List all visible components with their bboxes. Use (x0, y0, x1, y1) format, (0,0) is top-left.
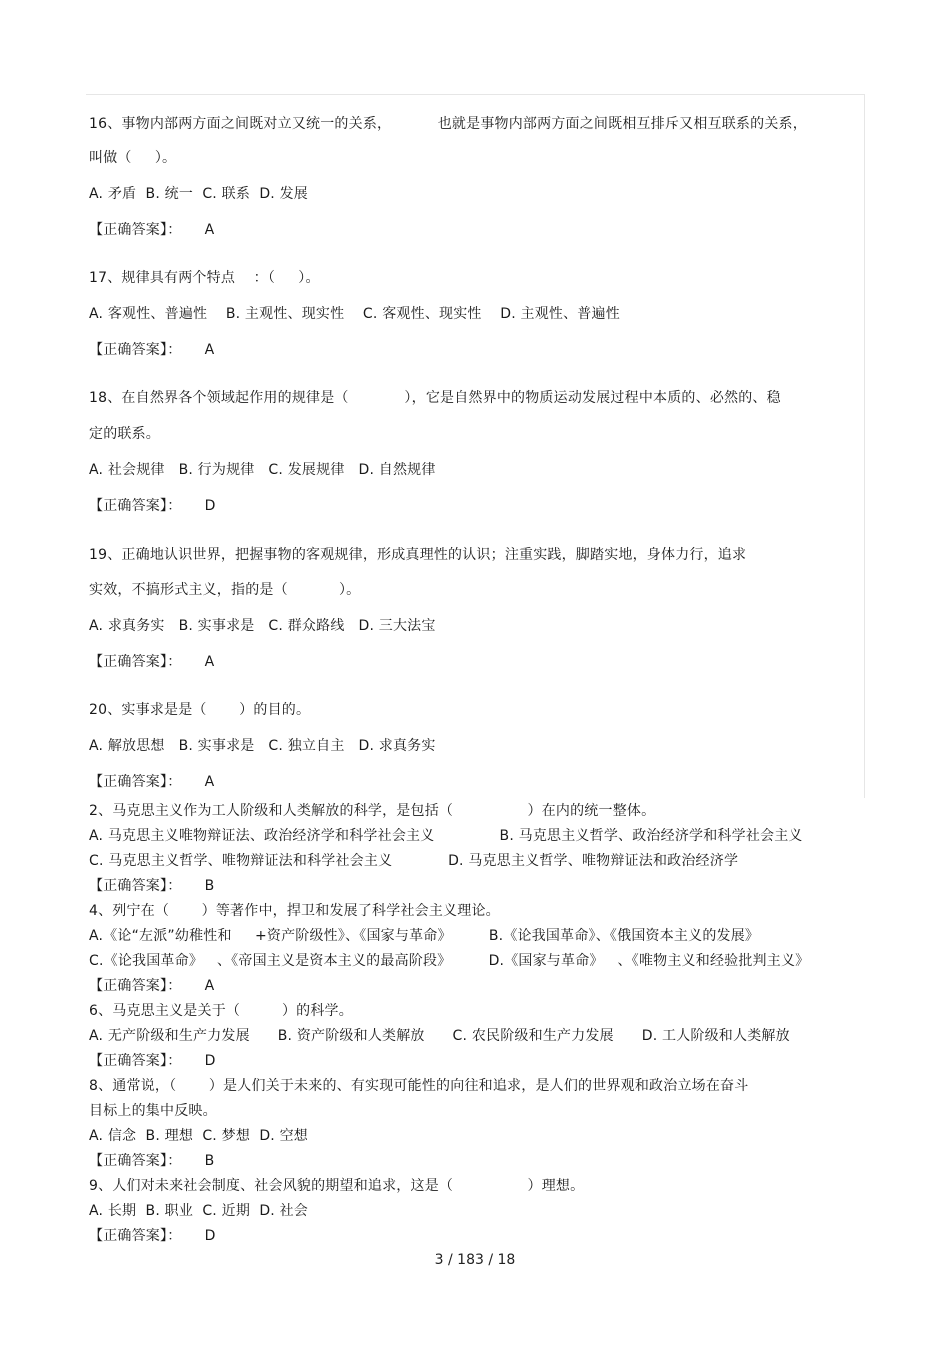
question-17-options: A. 客观性、普遍性 B. 主观性、现实性 C. 客观性、现实性 D. 主观性、普遍性 (89, 306, 620, 322)
question-18-text: 18、在自然界各个领域起作用的规律是（ ），它是自然界中的物质运动发展过程中本质的、必然的、稳 (89, 390, 781, 406)
question-16-answer: 【正确答案】： A (89, 222, 215, 238)
page-number: 3 / 183 / 18 (434, 1252, 516, 1268)
question-6-text: 6、马克思主义是关于（ ）的科学。 (89, 1003, 353, 1019)
question-19-options: A. 求真务实 B. 实事求是 C. 群众路线 D. 三大法宝 (89, 618, 436, 634)
question-17-answer: 【正确答案】： A (89, 342, 215, 358)
question-8-answer: 【正确答案】： B (89, 1153, 215, 1169)
question-8-options: A. 信念 B. 理想 C. 梦想 D. 空想 (89, 1128, 308, 1144)
question-4-text: 4、列宁在（ ）等著作中，捍卫和发展了科学社会主义理论。 (89, 903, 500, 919)
question-19-text: 19、正确地认识世界，把握事物的客观规律，形成真理性的认识；注重实践，脚踏实地，身体力行，追求 (89, 547, 747, 563)
question-18-options: A. 社会规律 B. 行为规律 C. 发展规律 D. 自然规律 (89, 462, 436, 478)
page-border-right (864, 94, 865, 798)
question-17-text: 17、规律具有两个特点 ：（ ）。 (89, 270, 320, 286)
question-20-answer: 【正确答案】： A (89, 774, 215, 790)
question-2-answer: 【正确答案】： B (89, 878, 215, 894)
question-2-options-cd: C. 马克思主义哲学、唯物辩证法和科学社会主义 D. 马克思主义哲学、唯物辩证法和政治经济学 (89, 853, 739, 869)
question-16-text-cont: 叫做（ ）。 (89, 150, 177, 166)
question-18-text-cont: 定的联系。 (89, 426, 160, 442)
question-4-options-ab: A.《论“左派”幼稚性和 +资产阶级性》、《国家与革命》 B.《论我国革命》、《俄国资本主义的发展》 (89, 928, 760, 944)
question-16-text: 16、事物内部两方面之间既对立又统一的关系， 也就是事物内部两方面之间既相互排斥又相互联系的关系， (89, 116, 807, 132)
question-9-answer: 【正确答案】： D (89, 1228, 216, 1244)
question-9-text: 9、人们对未来社会制度、社会风貌的期望和追求，这是（ ）理想。 (89, 1178, 585, 1194)
question-18-answer: 【正确答案】： D (89, 498, 216, 514)
question-2-text: 2、马克思主义作为工人阶级和人类解放的科学，是包括（ ）在内的统一整体。 (89, 803, 656, 819)
question-6-options: A. 无产阶级和生产力发展 B. 资产阶级和人类解放 C. 农民阶级和生产力发展 D. 工人阶级和人类解放 (89, 1028, 790, 1044)
question-19-text-cont: 实效，不搞形式主义，指的是（ ）。 (89, 582, 361, 598)
question-9-options: A. 长期 B. 职业 C. 近期 D. 社会 (89, 1203, 308, 1219)
question-8-text: 8、通常说，（ ）是人们关于未来的、有实现可能性的向往和追求，是人们的世界观和政治立场在奋斗 (89, 1078, 749, 1094)
question-8-text-cont: 目标上的集中反映。 (89, 1103, 217, 1119)
question-4-answer: 【正确答案】： A (89, 978, 215, 994)
page-border-top (86, 94, 864, 95)
question-19-answer: 【正确答案】： A (89, 654, 215, 670)
question-20-text: 20、实事求是是（ ）的目的。 (89, 702, 311, 718)
question-4-options-cd: C.《论我国革命》 、《帝国主义是资本主义的最高阶段》 D.《国家与革命》 、《唯物主义和经验批判主义》 (89, 953, 810, 969)
question-2-options-ab: A. 马克思主义唯物辩证法、政治经济学和科学社会主义 B. 马克思主义哲学、政治经济学和科学社会主义 (89, 828, 803, 844)
question-20-options: A. 解放思想 B. 实事求是 C. 独立自主 D. 求真务实 (89, 738, 436, 754)
question-16-options: A. 矛盾 B. 统一 C. 联系 D. 发展 (89, 186, 308, 202)
question-6-answer: 【正确答案】： D (89, 1053, 216, 1069)
